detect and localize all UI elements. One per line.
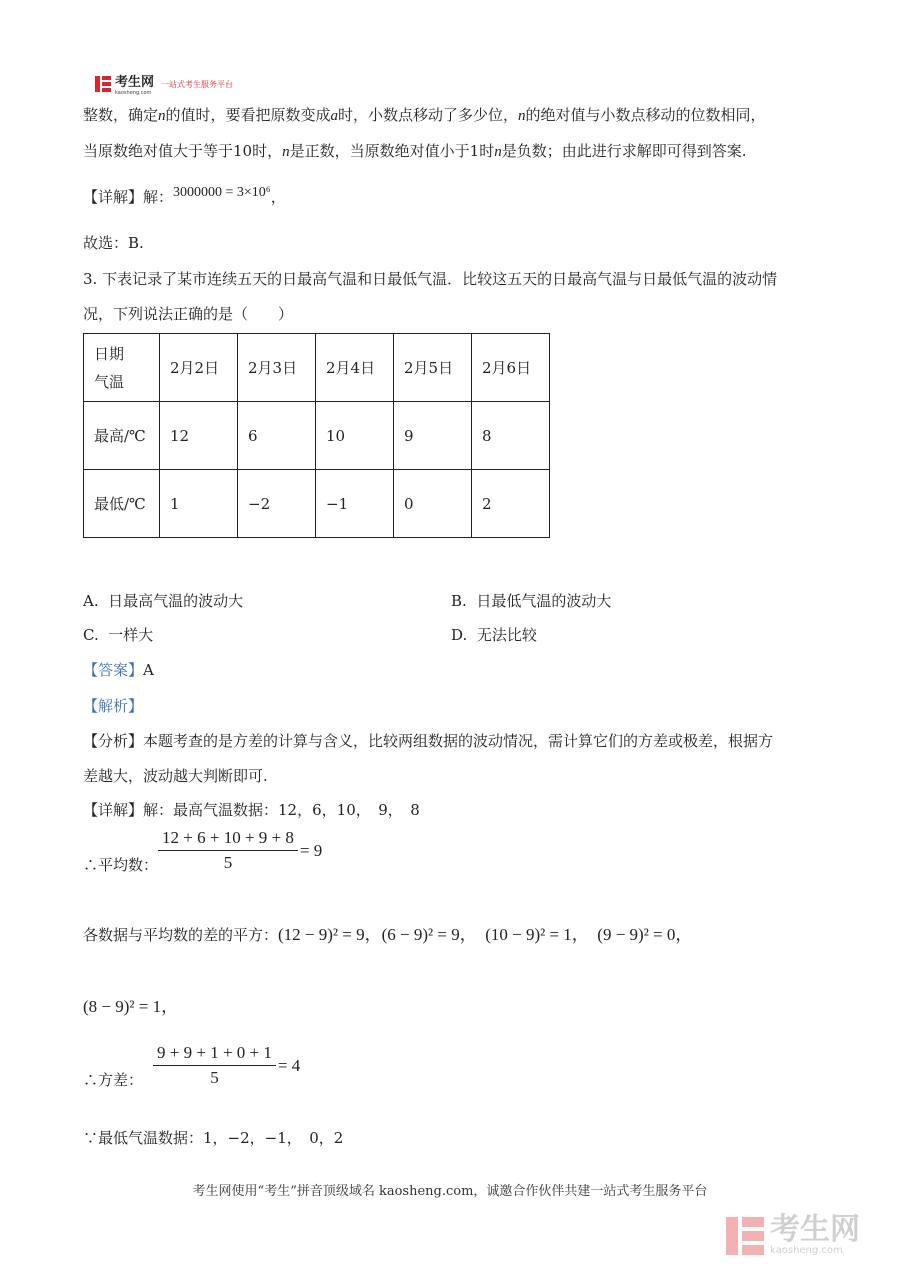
var-n: n	[518, 108, 526, 124]
text: 时，小数点移动了多少位，	[338, 106, 519, 124]
prev-line-1	[83, 104, 766, 125]
text: ，	[270, 188, 286, 206]
low-temp-data: ∵最低气温数据：1，−2，−1， 0，2	[83, 1129, 344, 1147]
diff-last: (8 − 9)² = 1，	[83, 997, 179, 1016]
option-label: D.	[451, 626, 468, 644]
option-c	[83, 624, 153, 645]
kaosheng-logo-icon	[95, 76, 111, 92]
value-cell: 10	[316, 402, 394, 470]
date-cell: 2月3日	[238, 334, 316, 402]
xiangjie-line	[83, 799, 420, 820]
xiangjie-text: 解：最高气温数据：12，6，10， 9， 8	[143, 801, 420, 819]
kaosheng-watermark-icon	[726, 1217, 764, 1255]
question-text: 下表记录了某市连续五天的日最高气温和日最低气温．比较这五天的日最高气温与日最低气温的波动情	[102, 270, 778, 288]
fenxi-label: 【分析】	[83, 732, 144, 750]
date-cell: 2月2日	[160, 334, 238, 402]
prev-choice: 故选：B.	[83, 234, 144, 252]
watermark-name: 考生网	[770, 1212, 860, 1247]
number: 1	[469, 142, 480, 160]
var-a: a	[330, 108, 339, 124]
variance-formula	[83, 1043, 300, 1088]
header-temp-label: 气温	[94, 372, 125, 391]
text: 当原数绝对值大于等于	[83, 142, 234, 160]
logo-url: kaosheng.com	[115, 90, 152, 96]
variance-result: = 4	[277, 1055, 301, 1075]
mean-fraction	[158, 828, 298, 873]
variance-label: ∴方差：	[83, 1071, 144, 1089]
detail-formula: 3000000 = 3×10⁶	[173, 185, 271, 200]
question-number: 3.	[83, 270, 98, 288]
text: 的绝对值与小数点移动的位数相同，	[525, 106, 766, 124]
logo-slogan: 一站式考生服务平台	[161, 79, 234, 89]
value-cell: −1	[316, 470, 394, 538]
question-stem-line-2: 况，下列说法正确的是（ ）	[83, 305, 294, 323]
diff-line	[83, 920, 692, 945]
answer-label: 【答案】	[83, 661, 144, 679]
question-stem-line-1	[83, 268, 777, 289]
prev-line-2	[83, 140, 746, 161]
header-logo	[95, 72, 233, 96]
mean-numerator: 12 + 6 + 10 + 9 + 8	[158, 828, 298, 851]
row-label: 最低/℃	[84, 470, 160, 538]
prev-detail	[83, 180, 286, 206]
value-cell: 9	[394, 402, 472, 470]
text: 的值时，要看把原数变成	[165, 106, 331, 124]
watermark	[726, 1212, 860, 1256]
detail-label: 【详解】解：	[83, 188, 174, 206]
variance-numerator: 9 + 9 + 1 + 0 + 1	[153, 1043, 276, 1066]
option-label: B.	[451, 592, 467, 610]
diff-items: (12 − 9)² = 9，(6 − 9)² = 9， (10 − 9)² = 1， (9 − 9)² = 0，	[278, 925, 693, 944]
value-cell: 12	[160, 402, 238, 470]
variance-denominator: 5	[210, 1068, 219, 1087]
temperature-table	[83, 333, 550, 538]
date-cell: 2月6日	[472, 334, 550, 402]
option-text: 一样大	[108, 626, 154, 644]
number: 10	[233, 142, 253, 160]
mean-result: = 9	[299, 840, 323, 860]
answer-line	[83, 659, 154, 680]
variance-fraction	[153, 1043, 276, 1088]
mean-formula	[83, 828, 322, 873]
table-row	[84, 470, 550, 538]
var-n: n	[282, 144, 290, 160]
option-label: A.	[83, 592, 99, 610]
value-cell: 8	[472, 402, 550, 470]
fenxi-line-2: 差越大，波动越大判断即可.	[83, 767, 268, 785]
analysis-label: 【解析】	[83, 697, 144, 715]
var-n: n	[494, 144, 502, 160]
fenxi-text: 本题考查的是方差的计算与含义，比较两组数据的波动情况，需计算它们的方差或极差，根据方	[143, 732, 774, 750]
option-d	[451, 624, 537, 645]
value-cell: 1	[160, 470, 238, 538]
date-cell: 2月4日	[316, 334, 394, 402]
option-text: 日最低气温的波动大	[476, 592, 612, 610]
option-text: 日最高气温的波动大	[108, 592, 244, 610]
option-a	[83, 590, 243, 611]
logo-name: 考生网	[115, 75, 155, 90]
fenxi-line-1	[83, 730, 773, 751]
value-cell: 6	[238, 402, 316, 470]
text: 是正数，当原数绝对值小于	[289, 142, 470, 160]
text: 时，	[252, 142, 283, 160]
watermark-url: kaosheng.com	[770, 1245, 843, 1256]
answer-value: A	[143, 661, 154, 679]
value-cell: −2	[238, 470, 316, 538]
table-row	[84, 402, 550, 470]
option-text: 无法比较	[476, 626, 537, 644]
table-header-cell	[84, 334, 160, 402]
diff-label: 各数据与平均数的差的平方：	[83, 926, 279, 944]
text: 时	[479, 142, 495, 160]
footer-text: 考生网使用“考生”拼音顶级域名 kaosheng.com，诚邀合作伙伴共建一站式考生服务平台	[192, 1184, 708, 1199]
option-b	[451, 590, 611, 611]
value-cell: 2	[472, 470, 550, 538]
xiangjie-label: 【详解】	[83, 801, 144, 819]
row-label: 最高/℃	[84, 402, 160, 470]
date-cell: 2月5日	[394, 334, 472, 402]
var-n: n	[158, 108, 166, 124]
table-row	[84, 334, 550, 402]
header-date-label: 日期	[94, 344, 125, 363]
mean-label: ∴平均数：	[83, 856, 159, 874]
option-label: C.	[83, 626, 99, 644]
text: 是负数；由此进行求解即可得到答案.	[501, 142, 747, 160]
text: 整数，确定	[83, 106, 159, 124]
value-cell: 0	[394, 470, 472, 538]
mean-denominator: 5	[223, 853, 233, 872]
